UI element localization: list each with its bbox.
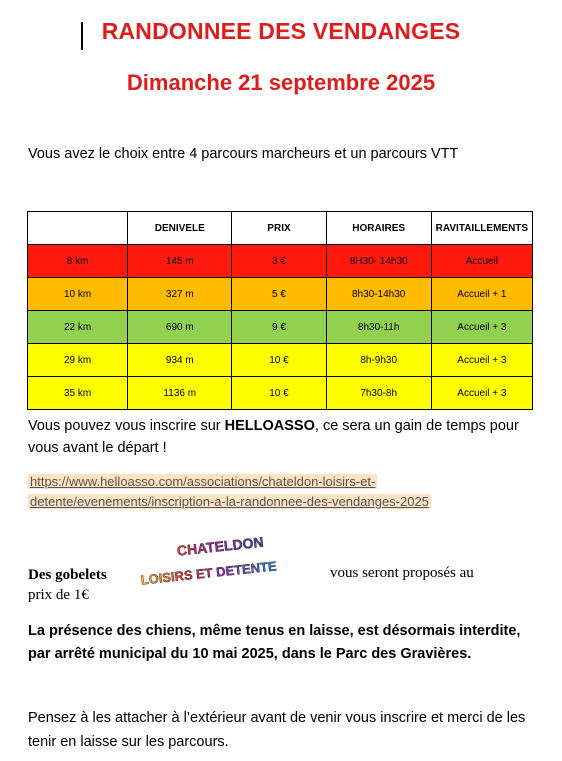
header-ravitaillements: RAVITAILLEMENTS: [431, 212, 532, 245]
inscription-paragraph: [28, 415, 538, 459]
cell-horaires: 8h30-11h: [326, 311, 431, 344]
cell-horaires: 8H30- 14h30: [326, 245, 431, 278]
table-header-row: [28, 212, 533, 245]
cell-horaires: 8h-9h30: [326, 344, 431, 377]
gobelets-right: vous seront proposés au: [330, 565, 474, 581]
event-date: Dimanche 21 septembre 2025: [126, 70, 436, 95]
cell-horaires: 8h30-14h30: [326, 278, 431, 311]
header-distance: [28, 212, 128, 245]
cell-horaires: 7h30-8h: [326, 377, 431, 410]
table-row: [28, 344, 533, 377]
header-denivele: DENIVELE: [128, 212, 232, 245]
chiens-warning: La présence des chiens, même tenus en laisse, est désormais interdite, par arrêté municipal du 10 mai 2025, dans le Parc des Gravières.: [28, 623, 521, 662]
cell-prix: 9 €: [232, 311, 326, 344]
header-horaires: HORAIRES: [326, 212, 431, 245]
helloasso-link-line2[interactable]: detente/evenements/inscription-a-la-randonnee-des-vendanges-2025: [30, 494, 429, 509]
chateldon-logo: [132, 528, 332, 588]
cell-ravitaillements: Accueil + 3: [431, 344, 532, 377]
cell-distance: 22 km: [28, 311, 128, 344]
table-row: [28, 278, 533, 311]
cell-ravitaillements: Accueil + 3: [431, 311, 532, 344]
gobelets-left: [28, 565, 107, 605]
header-prix: PRIX: [232, 212, 326, 245]
page-title: RANDONNEE DES VENDANGES: [101, 18, 461, 44]
cell-prix: 10 €: [232, 344, 326, 377]
cell-denivele: 934 m: [128, 344, 232, 377]
cell-denivele: 145 m: [128, 245, 232, 278]
inscription-after: , ce sera un gain de temps pour vous avant le départ !: [28, 418, 519, 456]
helloasso-link-line1[interactable]: https://www.helloasso.com/associations/chateldon-loisirs-et-: [30, 474, 376, 489]
table-row: [28, 245, 533, 278]
cell-ravitaillements: Accueil: [431, 245, 532, 278]
helloasso-link-block[interactable]: [28, 472, 548, 512]
cell-denivele: 327 m: [128, 278, 232, 311]
logo-line2: LOISIRS ET DETENTE: [139, 558, 278, 588]
table-row: [28, 377, 533, 410]
cell-distance: 29 km: [28, 344, 128, 377]
gobelets-bold: Des gobelets: [28, 567, 107, 583]
attacher-paragraph: Pensez à les attacher à l’extérieur avant de venir vous inscrire et merci de les tenir en laisse sur les parcours.: [28, 710, 526, 750]
logo-line1: CHATELDON: [176, 533, 265, 559]
cell-distance: 10 km: [28, 278, 128, 311]
cell-prix: 5 €: [232, 278, 326, 311]
cell-distance: 8 km: [28, 245, 128, 278]
intro-text: Vous avez le choix entre 4 parcours marcheurs et un parcours VTT: [28, 146, 459, 162]
gobelets-price: prix de 1€: [28, 587, 89, 603]
cell-ravitaillements: Accueil + 1: [431, 278, 532, 311]
cell-denivele: 690 m: [128, 311, 232, 344]
cell-prix: 10 €: [232, 377, 326, 410]
inscription-before: Vous pouvez vous inscrire sur: [28, 418, 225, 434]
cell-prix: 3 €: [232, 245, 326, 278]
cell-denivele: 1136 m: [128, 377, 232, 410]
cell-distance: 35 km: [28, 377, 128, 410]
table-row: [28, 311, 533, 344]
cell-ravitaillements: Accueil + 3: [431, 377, 532, 410]
helloasso-brand: HELLOASSO: [224, 418, 315, 434]
parcours-table: [27, 211, 533, 410]
